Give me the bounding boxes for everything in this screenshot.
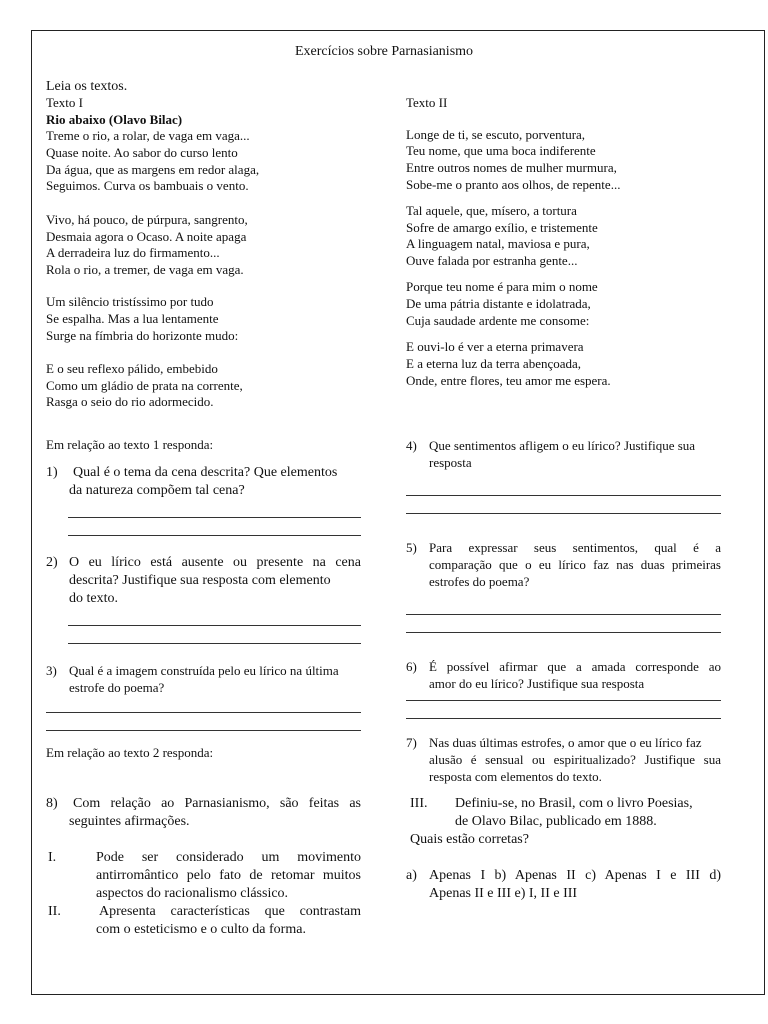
- affirmation-1-text: antirromântico pelo fato de retomar muitos: [96, 868, 361, 883]
- section-heading-texto1: Em relação ao texto 1 responda:: [46, 437, 214, 452]
- question-6-text: amor do eu lírico? Justifique sua resposta: [429, 676, 645, 691]
- poem1-line: A derradeira luz do firmamento...: [46, 245, 220, 260]
- texto1-label: Texto I: [46, 95, 83, 110]
- poem2-line: Cuja saudade ardente me consome:: [406, 313, 590, 328]
- question-1-text: Qual é o tema da cena descrita? Que elementos: [73, 465, 338, 480]
- affirmation-1-text: Pode ser considerado um movimento: [96, 850, 361, 865]
- question-3-text: estrofe do poema?: [69, 680, 165, 695]
- answer-line[interactable]: [46, 730, 361, 731]
- texto2-label: Texto II: [406, 95, 448, 110]
- poem1-line: E o seu reflexo pálido, embebido: [46, 361, 218, 376]
- texto1-heading: Rio abaixo (Olavo Bilac): [46, 112, 183, 127]
- poem1-line: Um silêncio tristíssimo por tudo: [46, 294, 214, 309]
- affirmation-1-text: aspectos do racionalismo clássico.: [96, 886, 289, 901]
- affirmation-3-text: Definiu-se, no Brasil, com o livro Poesias,: [455, 796, 693, 811]
- affirmation-number: II.: [48, 904, 61, 919]
- poem1-line: Quase noite. Ao sabor do curso lento: [46, 145, 238, 160]
- answer-line[interactable]: [68, 643, 361, 644]
- question-number: 2): [46, 555, 58, 570]
- answer-options: Apenas II e III e) I, II e III: [429, 886, 578, 901]
- question-number: 1): [46, 465, 58, 480]
- answer-line[interactable]: [68, 625, 361, 626]
- question-1-text: da natureza compõem tal cena?: [69, 483, 245, 498]
- poem2-line: Ouve falada por estranha gente...: [406, 253, 578, 268]
- answer-line[interactable]: [68, 517, 361, 518]
- question-2-text: do texto.: [69, 591, 118, 606]
- affirmation-3-text: de Olavo Bilac, publicado em 1888.: [455, 814, 657, 829]
- affirmation-2-text: com o esteticismo e o culto da forma.: [96, 922, 306, 937]
- affirmation-2-text: Apresenta características que contrastam: [99, 904, 361, 919]
- poem1-line: Desmaia agora o Ocaso. A noite apaga: [46, 229, 247, 244]
- answer-line[interactable]: [406, 700, 721, 701]
- poem2-line: Porque teu nome é para mim o nome: [406, 279, 598, 294]
- question-2-text: O eu lírico está ausente ou presente na cena: [69, 555, 361, 570]
- question-number: 6): [406, 659, 417, 674]
- question-4-text: resposta: [429, 455, 472, 470]
- answer-options: Apenas I b) Apenas II c) Apenas I e III d): [429, 868, 721, 883]
- poem1-line: Treme o rio, a rolar, de vaga em vaga...: [46, 128, 250, 143]
- question-number: 5): [406, 540, 417, 555]
- poem2-line: Entre outros nomes de mulher murmura,: [406, 160, 617, 175]
- poem2-line: Sofre de amargo exílio, e tristemente: [406, 220, 598, 235]
- option-label: a): [406, 868, 417, 883]
- poem1-line: Seguimos. Curva os bambuais o vento.: [46, 178, 249, 193]
- affirmation-number: I.: [48, 850, 57, 865]
- poem2-line: Teu nome, que uma boca indiferente: [406, 143, 596, 158]
- answer-line[interactable]: [406, 495, 721, 496]
- poem2-line: Sobe-me o pranto aos olhos, de repente...: [406, 177, 621, 192]
- poem1-line: Rasga o seio do rio adormecido.: [46, 394, 214, 409]
- question-8-text: seguintes afirmações.: [69, 814, 190, 829]
- poem2-line: Tal aquele, que, mísero, a tortura: [406, 203, 577, 218]
- poem1-line: Vivo, há pouco, de púrpura, sangrento,: [46, 212, 248, 227]
- poem1-line: Da água, que as margens em redor alaga,: [46, 162, 260, 177]
- answer-line[interactable]: [406, 513, 721, 514]
- intro-text: Leia os textos.: [46, 79, 128, 94]
- question-number: 4): [406, 438, 417, 453]
- question-7-text: alusão é sensual ou espiritualizado? Justifique sua: [429, 752, 721, 767]
- poem2-line: A linguagem natal, maviosa e pura,: [406, 236, 590, 251]
- question-4-text: Que sentimentos afligem o eu lírico? Justifique sua: [429, 438, 696, 453]
- poem1-line: Se espalha. Mas a lua lentamente: [46, 311, 219, 326]
- correct-question: Quais estão corretas?: [410, 832, 529, 847]
- question-number: 3): [46, 663, 57, 678]
- question-8-text: Com relação ao Parnasianismo, são feitas as: [73, 796, 361, 811]
- answer-line[interactable]: [406, 718, 721, 719]
- question-number: 8): [46, 796, 58, 811]
- question-5-text: Para expressar seus sentimentos, qual é a: [429, 540, 721, 555]
- poem1-line: Rola o rio, a tremer, de vaga em vaga.: [46, 262, 244, 277]
- question-6-text: É possível afirmar que a amada corresponde ao: [429, 659, 721, 674]
- affirmation-number: III.: [410, 796, 428, 811]
- question-5-text: estrofes do poema?: [429, 574, 530, 589]
- question-number: 7): [406, 735, 417, 750]
- answer-line[interactable]: [68, 535, 361, 536]
- poem2-line: Onde, entre flores, teu amor me espera.: [406, 373, 611, 388]
- question-3-text: Qual é a imagem construída pelo eu lírico na última: [69, 663, 339, 678]
- poem2-line: E a eterna luz da terra abençoada,: [406, 356, 582, 371]
- question-2-text: descrita? Justifique sua resposta com elemento: [69, 573, 331, 588]
- poem2-line: Longe de ti, se escuto, porventura,: [406, 127, 586, 142]
- question-7-text: Nas duas últimas estrofes, o amor que o eu lírico faz: [429, 735, 702, 750]
- question-5-text: comparação que o eu lírico faz nas duas primeiras: [429, 557, 721, 572]
- question-7-text: resposta com elementos do texto.: [429, 769, 602, 784]
- answer-line[interactable]: [46, 712, 361, 713]
- poem2-line: De uma pátria distante e idolatrada,: [406, 296, 591, 311]
- answer-line[interactable]: [406, 614, 721, 615]
- section-heading-texto2: Em relação ao texto 2 responda:: [46, 745, 214, 760]
- poem2-line: E ouvi-lo é ver a eterna primavera: [406, 339, 584, 354]
- poem1-line: Como um gládio de prata na corrente,: [46, 378, 243, 393]
- answer-line[interactable]: [406, 632, 721, 633]
- poem1-line: Surge na fímbria do horizonte mudo:: [46, 328, 239, 343]
- page-title: Exercícios sobre Parnasianismo: [294, 44, 474, 59]
